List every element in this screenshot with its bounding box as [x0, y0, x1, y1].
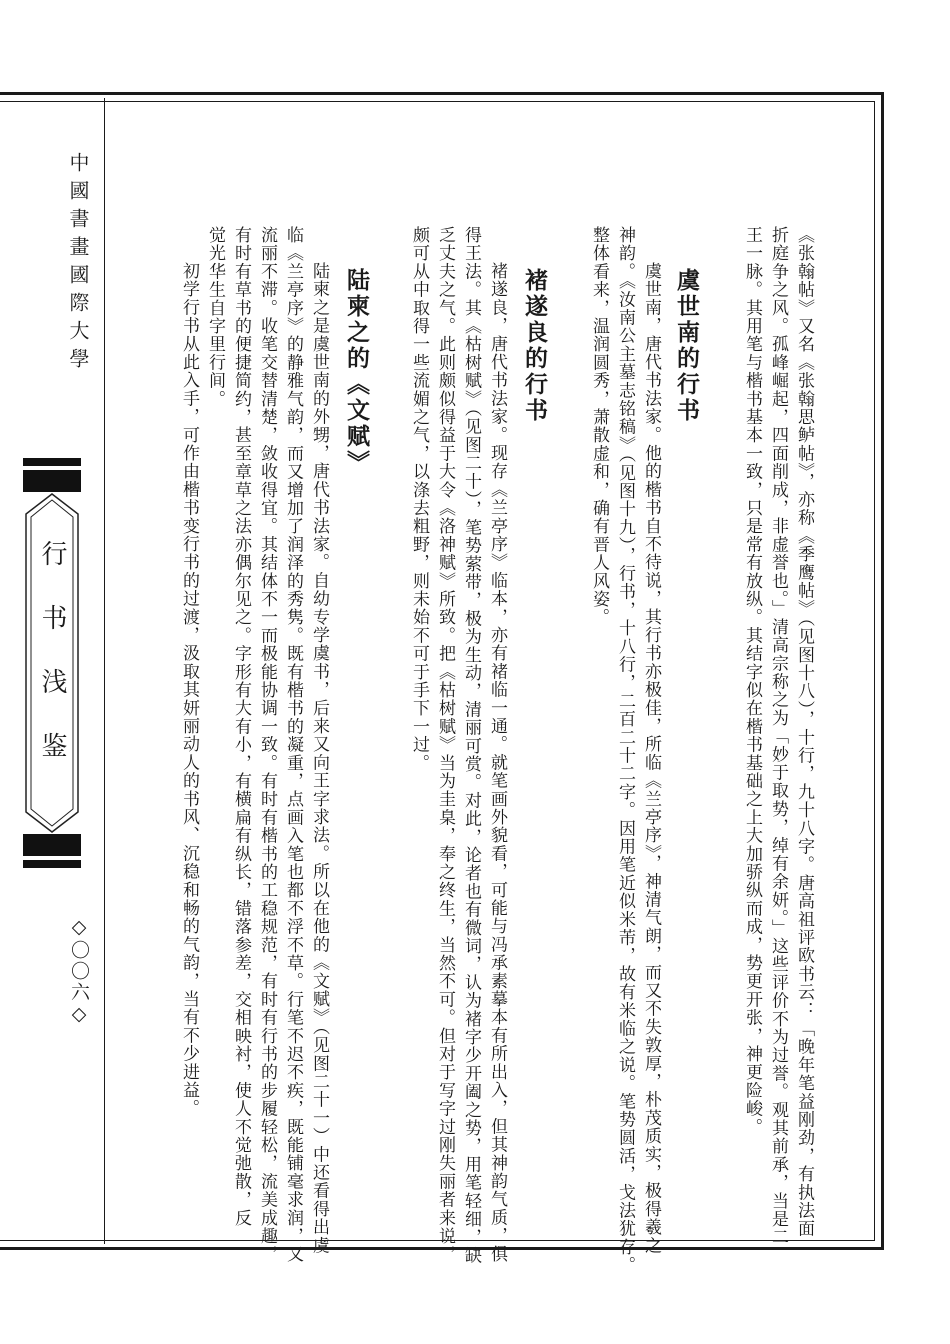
section-heading-chu: 褚遂良的行书 — [521, 268, 547, 424]
text-column: 陆柬之是虞世南的外甥，唐代书法家。自幼专学虞书，后来又向王字求法。所以在他的《文赋》（见图二十一）中还看得出虞 — [309, 262, 329, 1255]
text-column: 初学行书从此入手，可作由楷书变行书的过渡，汲取其妍丽动人的书风、沉稳和畅的气韵，当有不少进益。 — [179, 262, 199, 1118]
series-title: 行书浅鉴 — [37, 540, 67, 796]
text-column: 临《兰亭序》的静雅气韵，而又增加了润泽的秀隽。既有楷书的凝重，点画入笔也都不浮不草。行笔不迟不疾，既能铺毫求润，又 — [283, 226, 303, 1264]
text-column: 虞世南，唐代书法家。他的楷书自不待说，其行书亦极佳，所临《兰亭序》，神清气朗，而又不失敦厚，朴茂质实，极得羲之 — [641, 262, 661, 1255]
section-heading-yu: 虞世南的行书 — [673, 268, 699, 424]
banner-top-bar — [23, 458, 81, 466]
text-column: 王一脉。其用笔与楷书基本一致，只是常有放纵。其结字似在楷书基础之上大加骄纵而成，势更开张，神更险峻。 — [742, 226, 762, 1136]
sidebar-divider — [104, 98, 105, 1244]
section-heading-lu: 陆柬之的《文赋》 — [343, 268, 369, 476]
text-column: 乏丈夫之气。此则颇似得益于大令《洛神赋》所致。把《枯树赋》当为圭臬，奉之终生，当然不可。但对于写字过刚失丽者来说， — [435, 226, 455, 1264]
banner-bottom-cap — [23, 834, 81, 856]
text-column: 流丽不滞。收笔交替清楚，敛收得宜。其结体不一而极能协调一致。有时有楷书的工稳规范，有时有行书的步履轻松，流美成趣， — [257, 226, 277, 1264]
text-column: 觉光华生自字里行间。 — [205, 226, 225, 408]
text-column: 《张翰帖》又名《张翰思鲈帖》，亦称《季鹰帖》（见图十八），十行，九十八字。唐高祖评欧书云：「晚年笔益刚劲，有执法面 — [794, 226, 814, 1238]
text-column: 颇可从中取得一些流媚之气，以涤去粗野，则未始不可于手下一过。 — [409, 226, 429, 772]
banner-bottom-bar — [23, 860, 81, 868]
banner-top-cap — [23, 470, 81, 492]
text-column: 神韵。《汝南公主墓志铭稿》（见图十九），行书，十八行，二百二十二字。因用笔近似米芾，故有米临之说。笔势圆活，戈法犹存。 — [615, 226, 635, 1275]
page-number: ◇〇〇六◇ — [68, 916, 90, 1027]
text-column: 折庭争之风。孤峰崛起，四面削成，非虚誉也。」清高宗称之为「妙于取势，绰有余妍。」这些评价不为过誉。观其前承，当是二 — [768, 226, 788, 1247]
text-column: 褚遂良，唐代书法家。现存《兰亭序》临本，亦有褚临一通。就笔画外貌看，可能与冯承素摹本有所出入，但其神韵气质，俱 — [487, 262, 507, 1263]
text-column: 有时有草书的便捷简约，甚至章草之法亦偶尔见之。字形有大有小，有横扁有纵长，错落参差，交相映衬，使人不觉弛散，反 — [231, 226, 251, 1227]
text-column: 得王法。其《枯树赋》（见图二十），笔势萦带，极为生动，清丽可赏。对此，论者也有微词，认为褚字少开阖之势，用笔轻细，缺 — [461, 226, 481, 1265]
text-column: 整体看来，温润圆秀，萧散虚和，确有晋人风姿。 — [589, 226, 609, 627]
university-name: 中國書畫國際大學 — [66, 152, 90, 376]
